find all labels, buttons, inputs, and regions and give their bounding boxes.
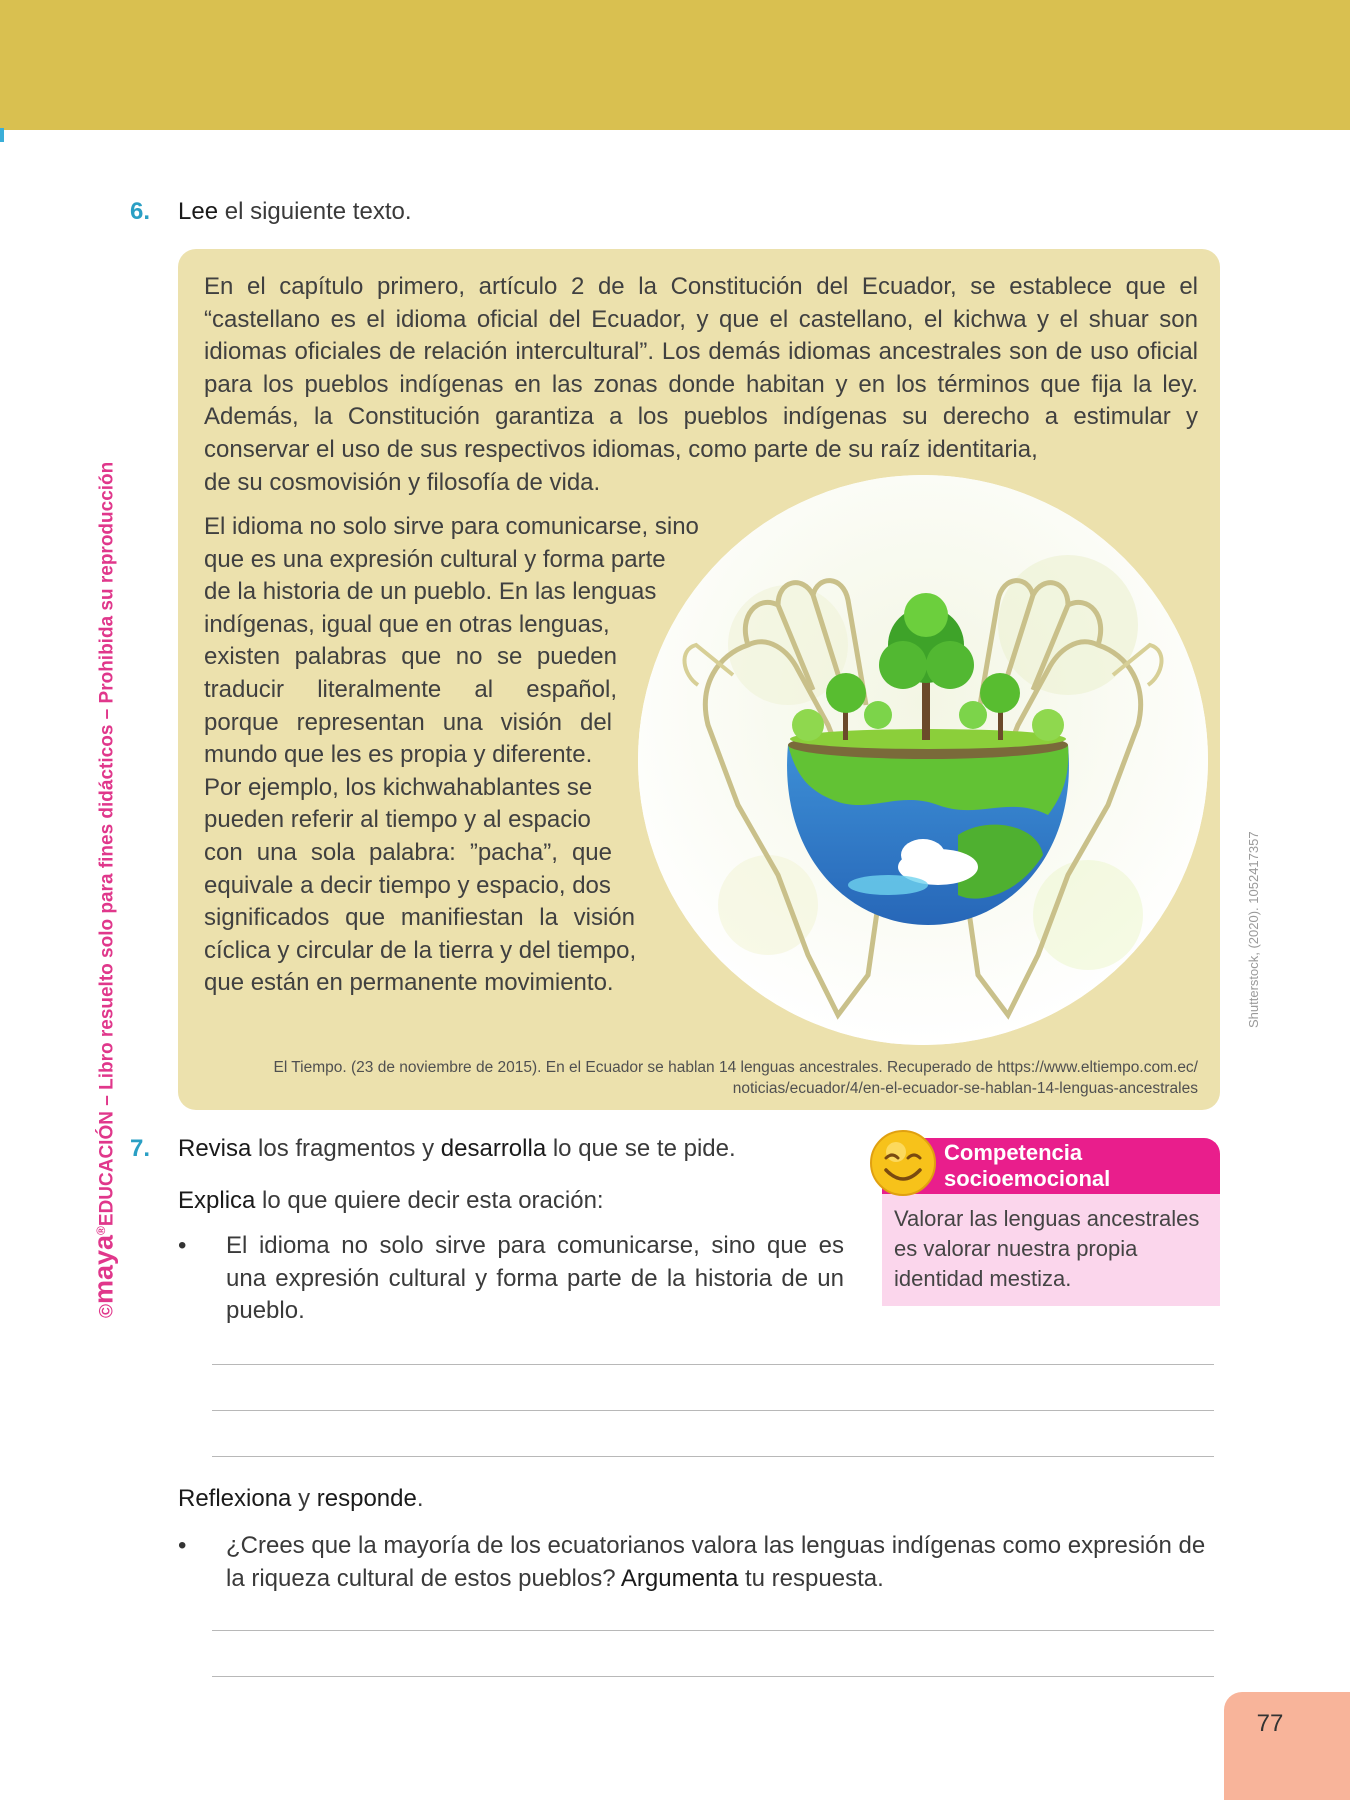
reflexiona-instruction bbox=[178, 1485, 424, 1513]
reading-line: traducir literalmente al español, bbox=[204, 675, 617, 703]
reading-paragraph-1 bbox=[204, 271, 1198, 499]
question-6-instruction bbox=[178, 198, 412, 226]
registered-symbol: ® bbox=[94, 1226, 108, 1235]
side-copyright-label bbox=[84, 461, 119, 1318]
side-label-text: EDUCACIÓN – Libro resuelto solo para fines didácticos – Prohibida su reproducción bbox=[96, 461, 118, 1227]
competencia-card-title bbox=[944, 1140, 1214, 1192]
responde-verb: responde bbox=[316, 1485, 417, 1512]
reading-line: indígenas, igual que en otras lenguas, bbox=[204, 610, 610, 638]
reflexiona-verb: Reflexiona bbox=[178, 1485, 292, 1512]
bullet-2-text bbox=[226, 1530, 1222, 1595]
citation-line-2: noticias/ecuador/4/en-el-ecuador-se-hablan-14-lenguas-ancestrales bbox=[732, 1080, 1198, 1097]
question-6-rest: el siguiente texto. bbox=[218, 198, 412, 225]
copyright-symbol: © bbox=[96, 1304, 118, 1318]
reading-line: que es una expresión cultural y forma parte bbox=[204, 545, 666, 573]
question-7-verb-desarrolla: desarrolla bbox=[440, 1135, 547, 1162]
explica-verb: Explica bbox=[178, 1187, 256, 1214]
reading-citation bbox=[218, 1057, 1198, 1099]
competencia-card-text: Valorar las lenguas ancestrales es valorar nuestra propia identidad mestiza. bbox=[894, 1206, 1200, 1291]
header-band bbox=[0, 0, 1350, 130]
reading-line: El idioma no solo sirve para comunicarse, sino bbox=[204, 513, 699, 540]
bullet-1-marker: • bbox=[178, 1232, 187, 1259]
question-7-mid: los fragmentos y bbox=[251, 1135, 441, 1162]
smiley-face-icon bbox=[868, 1128, 938, 1198]
reading-line: porque representan una visión del bbox=[204, 708, 612, 736]
reading-paragraph-1-last: de su cosmovisión y filosofía de vida. bbox=[204, 468, 601, 496]
answer-line[interactable] bbox=[212, 1410, 1214, 1411]
card-title-line-2: socioemocional bbox=[944, 1166, 1111, 1191]
reading-line: cíclica y circular de la tierra y del tiempo, bbox=[204, 936, 637, 964]
citation-line-1: El Tiempo. (23 de noviembre de 2015). En el Ecuador se hablan 14 lenguas ancestrales. Recuperado de https://www.eltiempo.com.ec/ bbox=[273, 1059, 1198, 1076]
answer-line[interactable] bbox=[212, 1364, 1214, 1365]
bullet-1-text: El idioma no solo sirve para comunicarse, sino que es una expresión cultural y forma parte de la historia de un pueblo. bbox=[226, 1232, 844, 1325]
answer-line[interactable] bbox=[212, 1456, 1214, 1457]
image-credit: Shutterstock, (2020). 1052417357 bbox=[1246, 831, 1261, 1028]
reading-paragraph-2 bbox=[204, 511, 699, 1000]
header-accent-tick bbox=[0, 128, 4, 142]
earth-hands-icon bbox=[638, 475, 1208, 1045]
reading-paragraph-1-text: En el capítulo primero, artículo 2 de la Constitución del Ecuador, se establece que el “castellano es el idioma oficial del Ecuador, y que el castellano, el kichwa y el shuar son idiomas oficiales de relación intercultural”. Los demás idiomas ancestrales son de uso oficial para los pueblos indígenas en las zonas donde habitan y en los términos que fija la ley. Además, la Constitución garantiza a los pueblos indígenas su derecho a estimular y conservar el uso de sus respectivos idiomas, como parte de su raíz identitaria, bbox=[204, 273, 1198, 463]
card-title-line-1: Competencia bbox=[944, 1140, 1083, 1165]
reading-line: de la historia de un pueblo. En las lenguas bbox=[204, 578, 657, 606]
answer-line[interactable] bbox=[212, 1676, 1214, 1677]
reading-line: existen palabras que no se pueden bbox=[204, 643, 617, 671]
answer-line[interactable] bbox=[212, 1630, 1214, 1631]
hands-holding-earth-illustration bbox=[638, 475, 1208, 1045]
page-number-tab bbox=[1224, 1692, 1350, 1800]
explica-rest: lo que quiere decir esta oración: bbox=[255, 1187, 604, 1214]
reflexiona-mid: y bbox=[291, 1485, 317, 1512]
reading-line: pueden referir al tiempo y al espacio bbox=[204, 806, 591, 834]
bullet-2-end: tu respuesta. bbox=[738, 1564, 884, 1592]
question-6-verb: Lee bbox=[178, 198, 219, 225]
question-6-number: 6. bbox=[130, 198, 151, 225]
reading-line: mundo que les es propia y diferente. bbox=[204, 741, 593, 769]
question-7-number: 7. bbox=[130, 1135, 151, 1162]
question-7-verb-revisa: Revisa bbox=[178, 1135, 252, 1162]
reading-line: con una sola palabra: ”pacha”, que bbox=[204, 838, 612, 866]
reading-line: Por ejemplo, los kichwahablantes se bbox=[204, 773, 593, 801]
bullet-2-start: ¿Crees que la mayoría de los ecuatorianos valora las lenguas indígenas como expresión de la riqueza cultural de estos pueblos? bbox=[226, 1532, 1206, 1592]
reading-line: equivale a decir tiempo y espacio, dos bbox=[204, 871, 611, 899]
explica-instruction bbox=[178, 1187, 604, 1215]
reading-line: significados que manifiestan la visión bbox=[204, 904, 635, 932]
question-7-rest: lo que se te pide. bbox=[546, 1135, 736, 1162]
competencia-card-body bbox=[882, 1194, 1220, 1306]
brand-logo-text: maya bbox=[88, 1234, 119, 1304]
bullet-2-marker: • bbox=[178, 1532, 187, 1559]
question-7-instruction bbox=[178, 1135, 736, 1163]
argumenta-verb: Argumenta bbox=[620, 1564, 739, 1592]
reflexiona-end: . bbox=[416, 1485, 424, 1512]
page-number: 77 bbox=[1256, 1710, 1284, 1737]
reading-line: que están en permanente movimiento. bbox=[204, 969, 614, 997]
